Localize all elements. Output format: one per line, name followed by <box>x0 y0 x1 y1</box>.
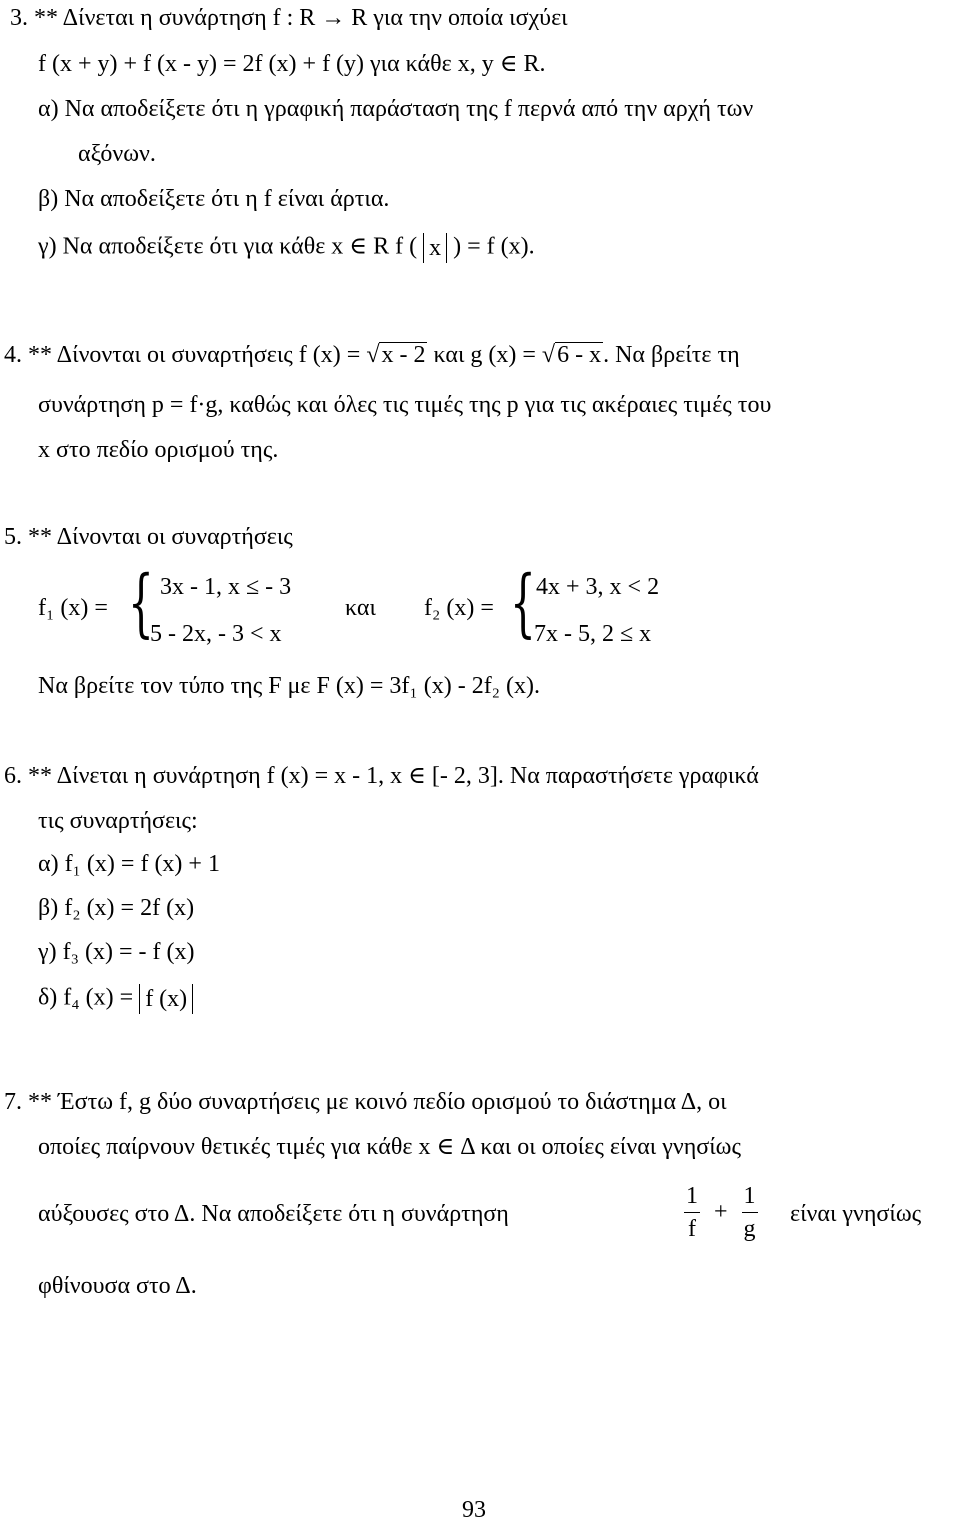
exercise-3-part-a-cont: αξόνων. <box>78 141 156 167</box>
exercise-6-part-a: α) f₁ (x) = f (x) + 1 <box>38 851 220 877</box>
exercise-4-and: και g (x) = <box>433 342 536 368</box>
exercise-7-line-2: οποίες παίρνουν θετικές τιμές για κάθε x ∈ Δ και οι οποίες είναι γνησίως <box>38 1134 741 1160</box>
f2-brace-icon: { <box>510 560 536 646</box>
exercise-3-part-c-text: γ) Να αποδείξετε ότι για κάθε x ∈ R f ( <box>38 233 418 260</box>
exercise-3-part-c-end: ) = f (x). <box>453 233 535 260</box>
exercise-7-line-1: 7. ** Έστω f, g δύο συναρτήσεις με κοινό πεδίο ορισμού το διάστημα Δ, οι <box>4 1089 727 1115</box>
exercise-6-part-d <box>38 984 193 1014</box>
sqrt-icon: √ <box>366 342 380 368</box>
exercise-6-line-1: 6. ** Δίνεται η συνάρτηση f (x) = x - 1, x ∈ [- 2, 3]. Να παραστήσετε γραφικά <box>4 763 759 789</box>
f2-case-2: 7x - 5, 2 ≤ x <box>534 621 652 647</box>
fraction-sum <box>684 1180 758 1245</box>
exercise-4-intro-end: . Να βρείτε τη <box>603 342 740 368</box>
abs-value-x: x <box>423 233 447 263</box>
exercise-6-line-2: τις συναρτήσεις: <box>38 808 198 834</box>
f1-case-1: 3x - 1, x ≤ - 3 <box>160 574 292 600</box>
plus-sign: + <box>714 1199 728 1225</box>
sqrt-icon: √ <box>541 342 556 368</box>
f1-brace-icon: { <box>128 560 154 646</box>
f1-case-2: 5 - 2x, - 3 < x <box>150 621 282 647</box>
sqrt-x-minus-2: √x - 2 <box>366 342 426 368</box>
sqrt-6-minus-x: √6 - x <box>541 342 602 368</box>
exercise-5-task: Να βρείτε τον τύπο της F με F (x) = 3f₁ (x) - 2f₂ (x). <box>38 673 541 699</box>
fraction-1-over-g: $\frac{1}{g}$ <box>742 1180 758 1245</box>
and-word: και <box>345 595 376 621</box>
exercise-4-intro: 4. ** Δίνονται οι συναρτήσεις f (x) = <box>4 342 361 368</box>
exercise-7-line-3: αύξουσες στο Δ. Να αποδείξετε ότι η συνάρτηση <box>38 1201 509 1227</box>
exercise-6-part-d-text: δ) f₄ (x) = <box>38 984 134 1011</box>
exercise-3-equation: f (x + y) + f (x - y) = 2f (x) + f (y) για κάθε x, y ∈ R. <box>38 51 546 77</box>
exercise-6-part-c: γ) f₃ (x) = - f (x) <box>38 939 195 965</box>
exercise-3-part-c <box>38 233 535 263</box>
page-number: 93 <box>462 1497 486 1523</box>
f2-label: f₂ (x) = <box>424 595 494 621</box>
exercise-3-part-a: α) Να αποδείξετε ότι η γραφική παράσταση της f περνά από την αρχή των <box>38 96 754 122</box>
f2-case-1: 4x + 3, x < 2 <box>536 574 660 600</box>
exercise-7-line-4: φθίνουσα στο Δ. <box>38 1273 197 1299</box>
exercise-3-part-b: β) Να αποδείξετε ότι η f είναι άρτια. <box>38 186 390 212</box>
exercise-4-line-1 <box>4 342 740 367</box>
exercise-3-line-1: 3. ** Δίνεται η συνάρτηση f : R → R για την οποία ισχύει <box>10 5 568 31</box>
exercise-5-line-1: 5. ** Δίνονται οι συναρτήσεις <box>4 524 293 550</box>
fraction-1-over-f: $\frac{1}{f}$ <box>684 1180 700 1245</box>
exercise-7-line-3-end: είναι γνησίως <box>790 1201 922 1227</box>
exercise-4-line-3: x στο πεδίο ορισμού της. <box>38 437 279 463</box>
abs-value-fx: f (x) <box>139 984 193 1014</box>
exercise-6-part-b: β) f₂ (x) = 2f (x) <box>38 895 195 921</box>
f1-label: f₁ (x) = <box>38 595 108 621</box>
exercise-4-line-2: συνάρτηση p = f·g, καθώς και όλες τις τιμές της p για τις ακέραιες τιμές του <box>38 392 772 418</box>
